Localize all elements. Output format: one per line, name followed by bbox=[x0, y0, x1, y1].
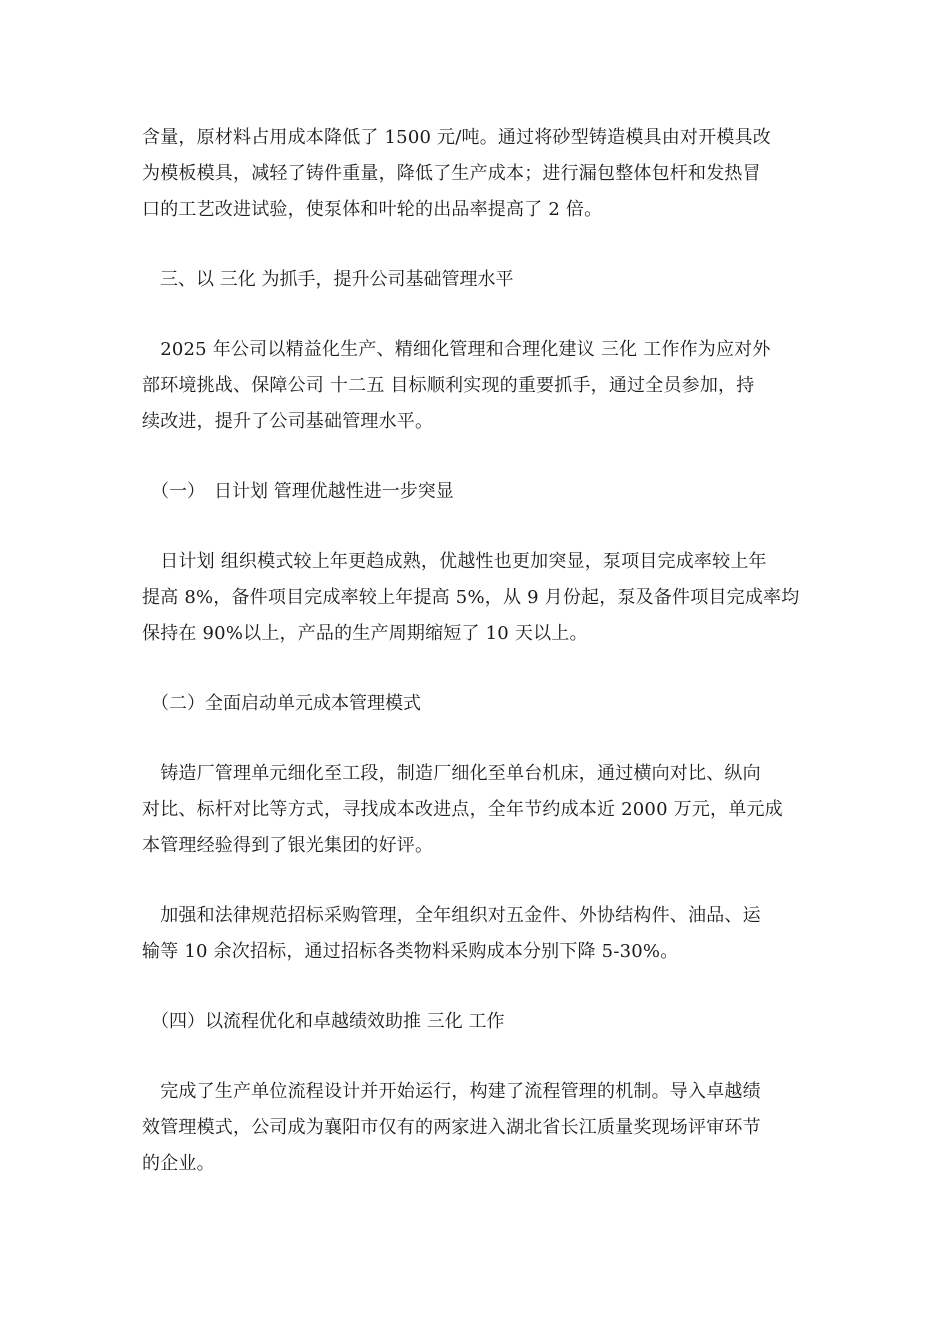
text-line: 的企业。 bbox=[142, 1153, 215, 1174]
subsection-heading-four: （四）以流程优化和卓越绩效助推 三化 工作 bbox=[142, 1011, 505, 1032]
text-line: 效管理模式，公司成为襄阳市仅有的两家进入湖北省长江质量奖现场评审环节 bbox=[142, 1117, 761, 1138]
text-line: 2025 年公司以精益化生产、精细化管理和合理化建议 三化 工作作为应对外 bbox=[142, 339, 771, 360]
text-line: 本管理经验得到了银光集团的好评。 bbox=[142, 835, 434, 856]
paragraph-unit-cost bbox=[142, 756, 807, 864]
paragraph-procurement bbox=[142, 898, 807, 970]
text-line: 为模板模具，减轻了铸件重量，降低了生产成本；进行漏包整体包杆和发热冒 bbox=[142, 163, 761, 184]
document-page bbox=[142, 120, 807, 1182]
paragraph-cost-reduction bbox=[142, 120, 807, 228]
paragraph-three-modernizations bbox=[142, 332, 807, 440]
section-heading-three: 三、以 三化 为抓手，提升公司基础管理水平 bbox=[142, 269, 514, 290]
text-line: 提高 8%，备件项目完成率较上年提高 5%，从 9 月份起，泵及备件项目完成率均 bbox=[142, 587, 800, 608]
subsection-heading-two: （二）全面启动单元成本管理模式 bbox=[142, 693, 421, 714]
text-line: 铸造厂管理单元细化至工段，制造厂细化至单台机床，通过横向对比、纵向 bbox=[142, 763, 761, 784]
text-line: 完成了生产单位流程设计并开始运行，构建了流程管理的机制。导入卓越绩 bbox=[142, 1081, 761, 1102]
paragraph-process-optimization bbox=[142, 1074, 807, 1182]
text-line: 续改进，提升了公司基础管理水平。 bbox=[142, 411, 434, 432]
text-line: 部环境挑战、保障公司 十二五 目标顺利实现的重要抓手，通过全员参加，持 bbox=[142, 375, 755, 396]
text-line: 对比、标杆对比等方式，寻找成本改进点，全年节约成本近 2000 万元，单元成 bbox=[142, 799, 783, 820]
text-line: 含量，原材料占用成本降低了 1500 元/吨。通过将砂型铸造模具由对开模具改 bbox=[142, 127, 771, 148]
paragraph-daily-plan bbox=[142, 544, 807, 652]
text-line: 口的工艺改进试验，使泵体和叶轮的出品率提高了 2 倍。 bbox=[142, 199, 603, 220]
subsection-heading-one: （一） 日计划 管理优越性进一步突显 bbox=[142, 481, 454, 502]
text-line: 保持在 90%以上，产品的生产周期缩短了 10 天以上。 bbox=[142, 623, 588, 644]
text-line: 日计划 组织模式较上年更趋成熟，优越性也更加突显，泵项目完成率较上年 bbox=[142, 551, 767, 572]
text-line: 输等 10 余次招标，通过招标各类物料采购成本分别下降 5-30%。 bbox=[142, 941, 679, 962]
text-line: 加强和法律规范招标采购管理，全年组织对五金件、外协结构件、油品、运 bbox=[142, 905, 761, 926]
